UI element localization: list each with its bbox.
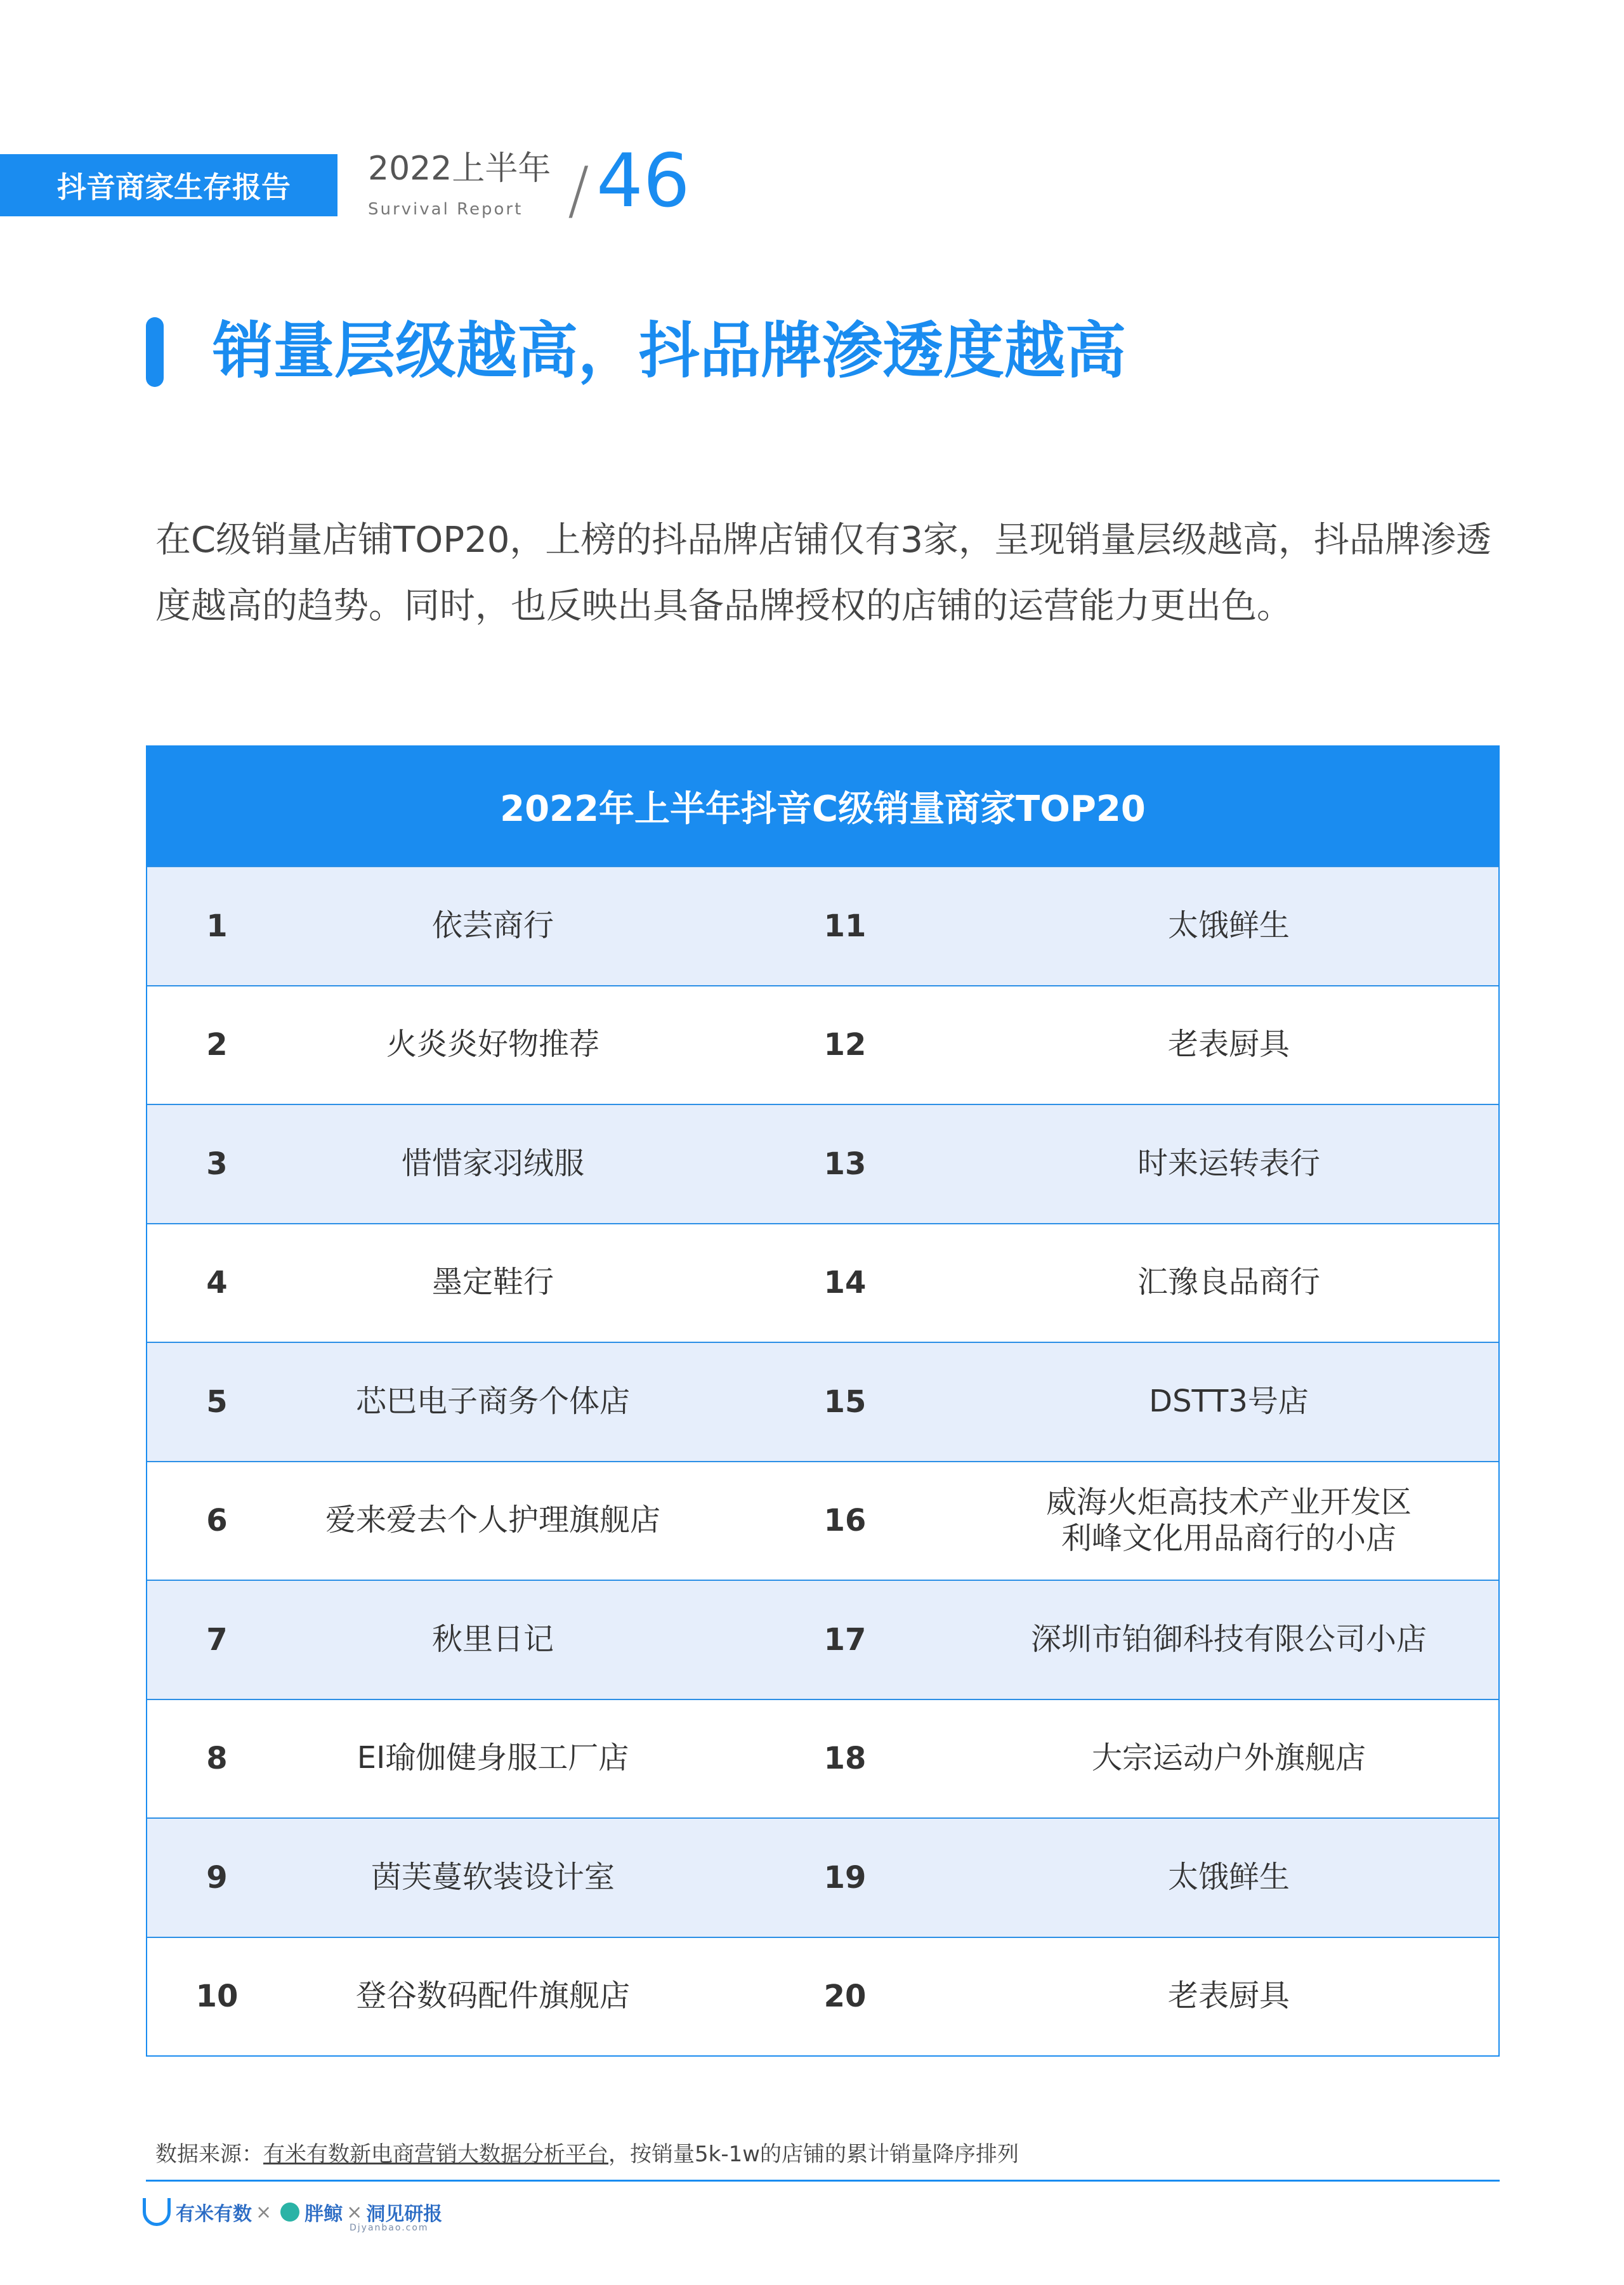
shop-name-right: 老表厨具 (1167, 1978, 1290, 2014)
rank-right: 15 (823, 1384, 867, 1420)
data-source-note (155, 2137, 1019, 2168)
youmi-logo-icon (143, 2198, 171, 2226)
report-tab-text: 抖音商家生存报告 (57, 170, 291, 204)
shop-name-right: 老表厨具 (1167, 1026, 1290, 1063)
rank-left: 4 (206, 1265, 228, 1301)
logo-djyanbao-url: Djyanbao.com (350, 2223, 429, 2233)
shop-name-left: 茵芙蔓软装设计室 (370, 1859, 615, 1895)
rank-right: 19 (823, 1859, 867, 1895)
rank-left: 6 (206, 1503, 228, 1539)
rank-left: 1 (206, 908, 228, 944)
shop-name-left: 墨定鞋行 (431, 1264, 554, 1300)
shop-name-right: DSTT3号店 (1149, 1383, 1309, 1419)
logo-pangjing: 胖鲸 (304, 2203, 343, 2225)
table-body (147, 866, 1498, 2055)
shop-name-right: 太饿鲜生 (1167, 1859, 1290, 1895)
ranking-table (146, 745, 1500, 2057)
shop-name-left: 惜惜家羽绒服 (401, 1145, 584, 1181)
shop-name-right: 时来运转表行 (1137, 1145, 1320, 1181)
page-title: 销量层级越高，抖品牌渗透度越高 (213, 315, 1126, 386)
footer-divider (146, 2180, 1500, 2182)
intro-paragraph: 在C级销量店铺TOP20，上榜的抖品牌店铺仅有3家，呈现销量层级越高，抖品牌渗透度越高的趋势。同时，也反映出具备品牌授权的店铺的运营能力更出色。 (155, 520, 1492, 627)
times-separator: × (256, 2201, 272, 2223)
rank-left: 5 (206, 1384, 228, 1420)
logo-djyanbao: 洞见研报 (366, 2203, 443, 2225)
footer-logos (143, 2196, 443, 2233)
table-row (147, 1699, 1498, 1818)
title-accent-bar (146, 317, 164, 387)
shop-name-left: 芯巴电子商务个体店 (355, 1383, 630, 1419)
shop-name-right: 威海火炬高技术产业开发区 利峰文化用品商行的小店 (1045, 1484, 1411, 1557)
pangjing-logo-icon (280, 2203, 299, 2222)
table-row (147, 1104, 1498, 1223)
rank-right: 17 (823, 1621, 867, 1658)
rank-right: 20 (823, 1979, 867, 2015)
rank-left: 2 (206, 1027, 228, 1063)
source-suffix: ，按销量5k-1w的店铺的累计销量降序排列 (608, 2142, 1019, 2167)
rank-left: 9 (206, 1859, 228, 1895)
shop-name-right: 大宗运动户外旗舰店 (1091, 1740, 1366, 1776)
shop-name-left: EI瑜伽健身服工厂店 (357, 1740, 629, 1776)
shop-name-right: 深圳市铂御科技有限公司小店 (1030, 1621, 1427, 1657)
rank-right: 18 (823, 1741, 867, 1777)
rank-right: 16 (823, 1503, 867, 1539)
shop-name-left: 爱来爱去个人护理旗舰店 (325, 1502, 660, 1538)
table-row (147, 1580, 1498, 1699)
table-row (147, 1223, 1498, 1342)
report-subtitle: Survival Report (368, 200, 523, 219)
shop-name-right: 太饿鲜生 (1167, 907, 1290, 943)
table-title: 2022年上半年抖音C级销量商家TOP20 (147, 747, 1498, 866)
report-tab-label (0, 154, 337, 216)
page-number: 46 (596, 138, 690, 224)
table-row (147, 985, 1498, 1104)
table-row (147, 1937, 1498, 2056)
shop-name-left: 火炎炎好物推荐 (386, 1026, 599, 1063)
rank-left: 8 (206, 1741, 228, 1777)
slash-divider: / (568, 153, 589, 227)
rank-left: 7 (206, 1621, 228, 1658)
table-row (147, 1461, 1498, 1580)
rank-left: 10 (195, 1979, 239, 2015)
rank-right: 13 (823, 1146, 867, 1182)
shop-name-right: 汇豫良品商行 (1137, 1264, 1320, 1300)
rank-right: 12 (823, 1027, 867, 1063)
rank-right: 11 (823, 908, 867, 944)
source-link[interactable]: 有米有数新电商营销大数据分析平台 (263, 2142, 608, 2167)
rank-left: 3 (206, 1146, 228, 1182)
table-row (147, 1342, 1498, 1461)
shop-name-left: 登谷数码配件旗舰店 (355, 1978, 630, 2014)
logo-youmi: 有米有数 (176, 2203, 252, 2225)
rank-right: 14 (823, 1265, 867, 1301)
report-period: 2022上半年 (368, 150, 551, 188)
shop-name-left: 秋里日记 (431, 1621, 554, 1657)
shop-name-left: 依芸商行 (431, 907, 554, 943)
source-prefix: 数据来源： (155, 2142, 263, 2167)
times-separator: × (346, 2201, 363, 2223)
table-row (147, 866, 1498, 985)
table-row (147, 1817, 1498, 1937)
